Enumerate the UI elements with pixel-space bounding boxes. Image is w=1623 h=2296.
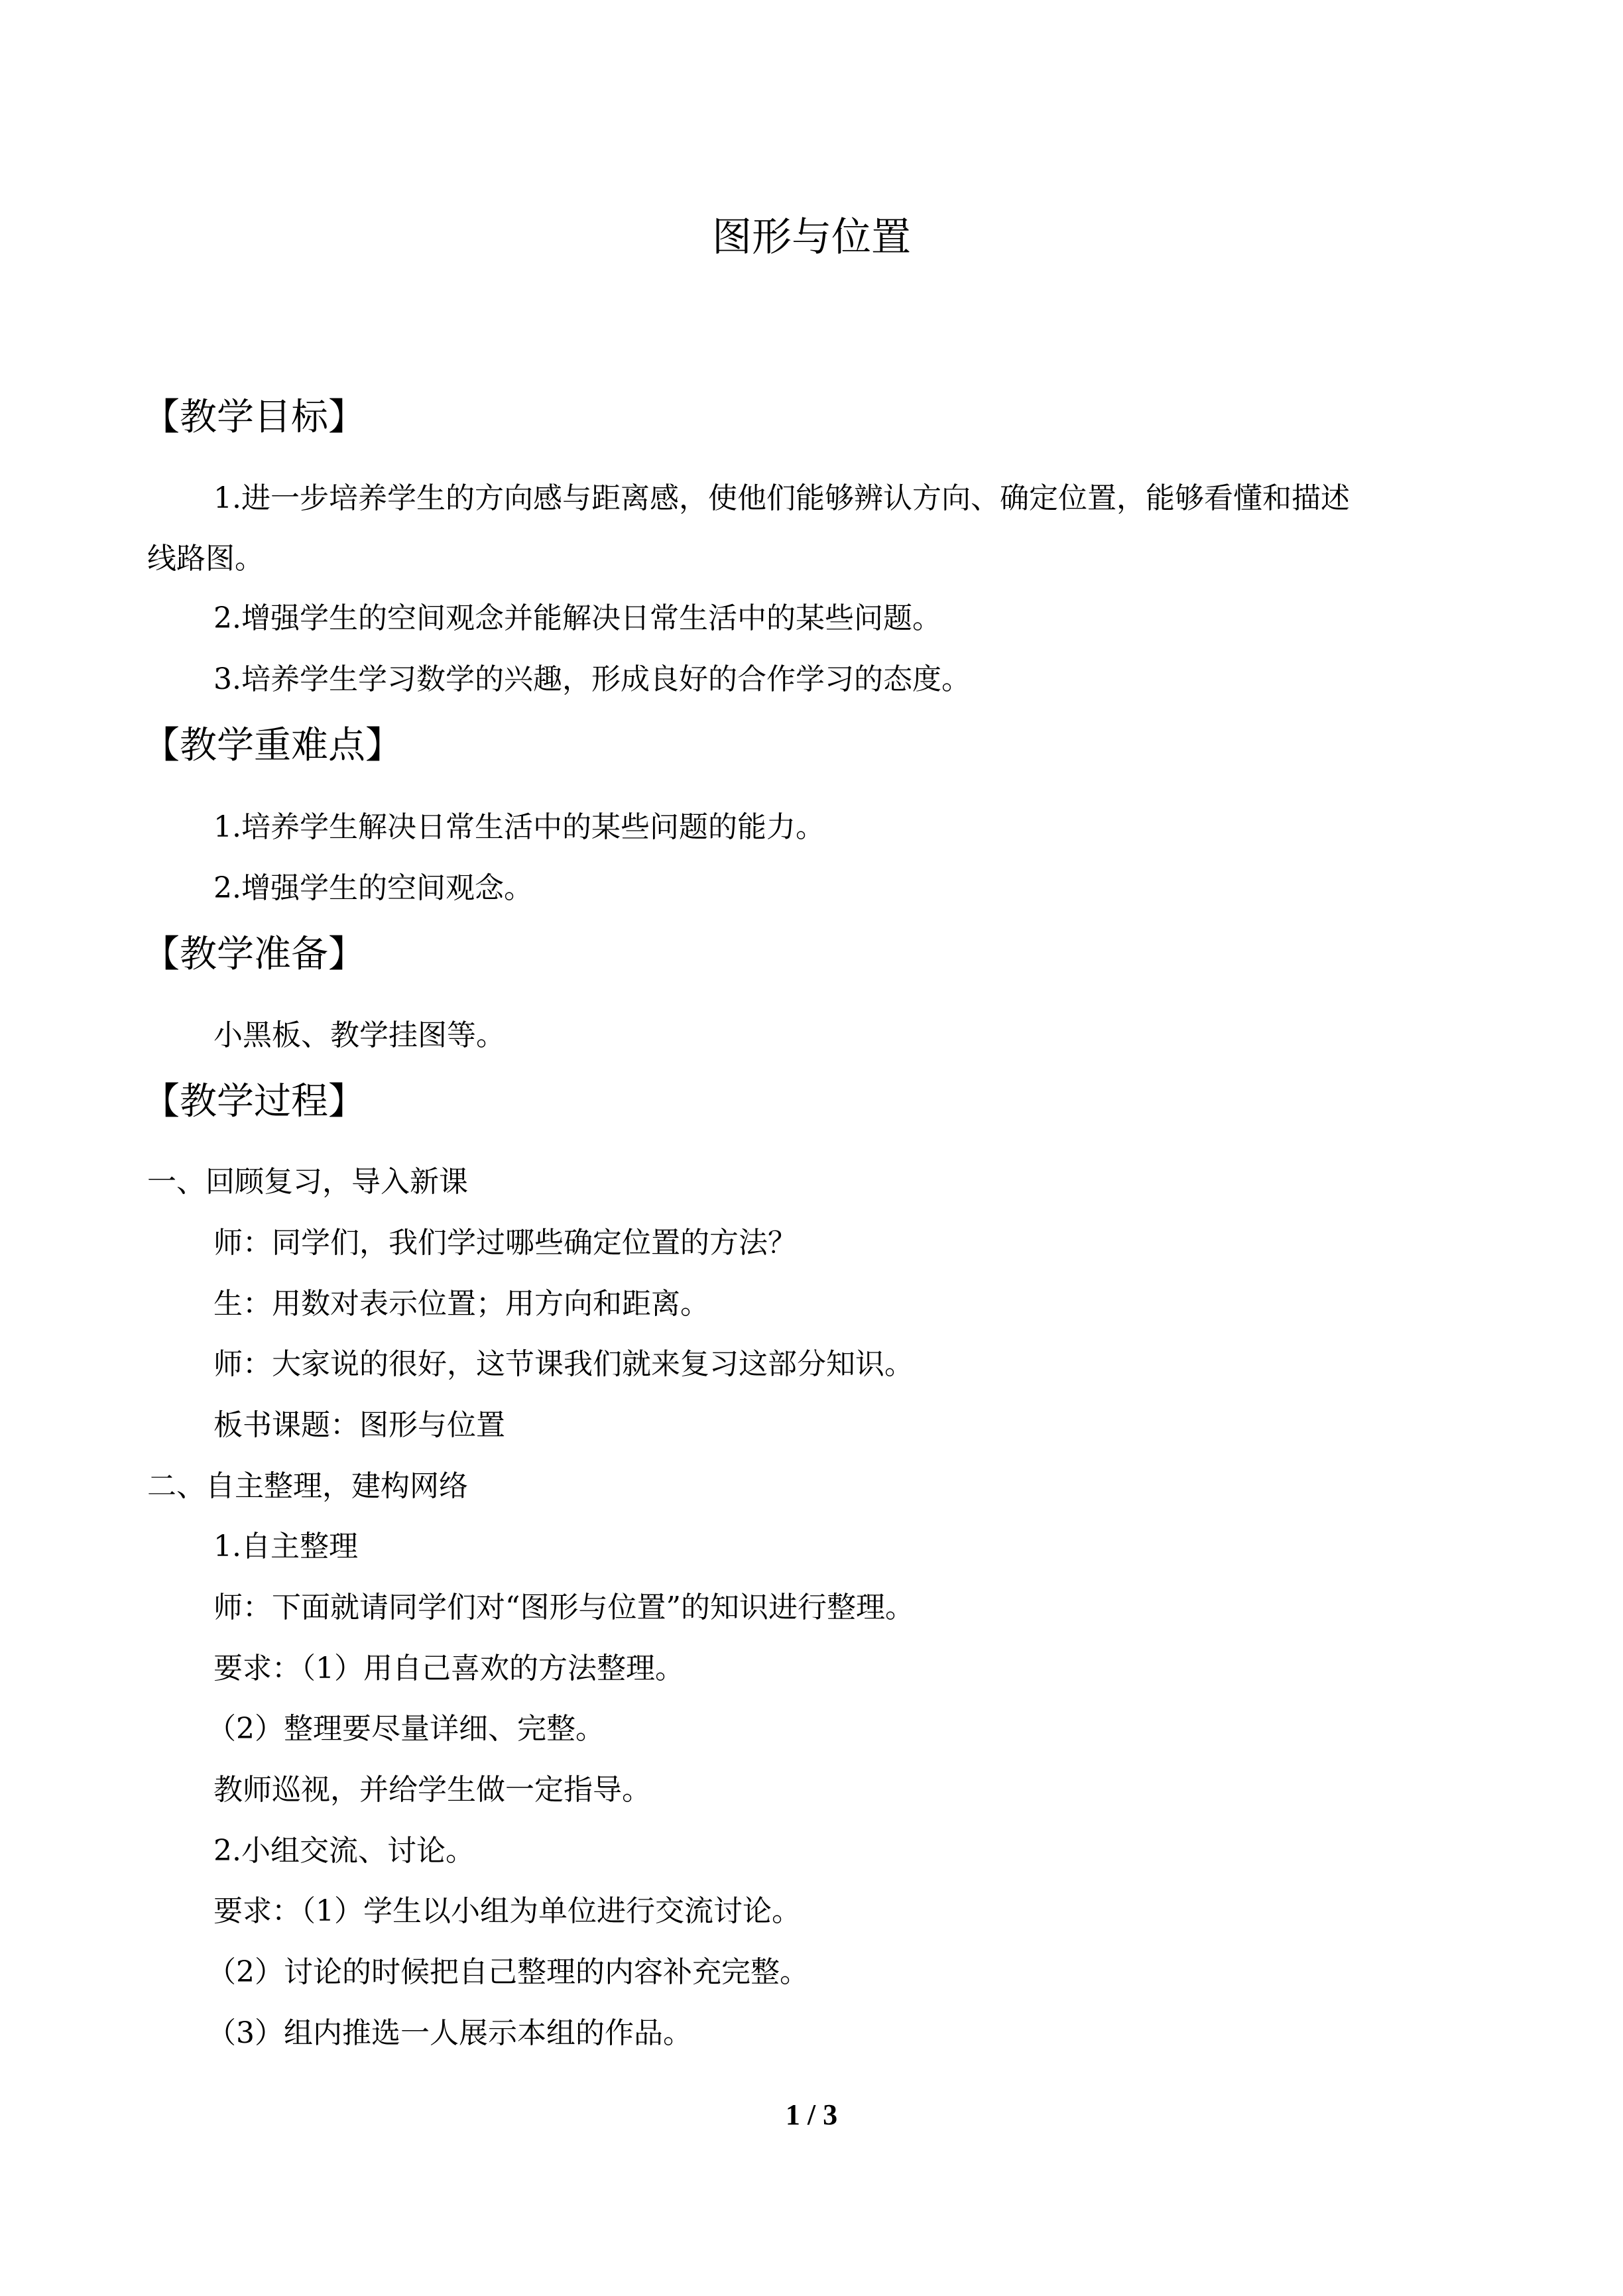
document-title: 图形与位置 bbox=[712, 214, 911, 261]
key-point-item-1: 1.培养学生解决日常生活中的某些问题的能力。 bbox=[213, 810, 825, 844]
section-heading-preparation: 【教学准备】 bbox=[143, 933, 365, 976]
section-heading-objectives: 【教学目标】 bbox=[143, 396, 365, 439]
objective-item-3: 3.培养学生学习数学的兴趣，形成良好的合作学习的态度。 bbox=[213, 662, 971, 696]
objective-item-1: 1.进一步培养学生的方向感与距离感，使他们能够辨认方向、确定位置，能够看懂和描述 bbox=[213, 481, 1350, 515]
process-part1-line-4: 板书课题：图形与位置 bbox=[213, 1408, 505, 1442]
page-number: 1 / 3 bbox=[785, 2098, 838, 2131]
key-point-item-2: 2.增强学生的空间观念。 bbox=[213, 871, 533, 905]
process-part1-line-3: 师：大家说的很好，这节课我们就来复习这部分知识。 bbox=[213, 1347, 914, 1381]
section-heading-key-points: 【教学重难点】 bbox=[143, 724, 402, 767]
process-part1-title: 一、回顾复习，导入新课 bbox=[147, 1165, 468, 1199]
process-part2-line-5: 教师巡视，并给学生做一定指导。 bbox=[213, 1773, 651, 1807]
process-part1-line-1: 师：同学们，我们学过哪些确定位置的方法？ bbox=[213, 1226, 797, 1260]
process-part2-title: 二、自主整理，建构网络 bbox=[147, 1469, 468, 1503]
process-part2-line-3: 要求：（1）用自己喜欢的方法整理。 bbox=[213, 1652, 684, 1685]
process-part2-line-8: （2）讨论的时候把自己整理的内容补充完整。 bbox=[207, 1955, 809, 1989]
objective-item-2: 2.增强学生的空间观念并能解决日常生活中的某些问题。 bbox=[213, 601, 941, 635]
process-part2-line-9: （3）组内推选一人展示本组的作品。 bbox=[207, 2016, 692, 2050]
process-part2-line-6: 2.小组交流、讨论。 bbox=[213, 1834, 475, 1868]
section-heading-process: 【教学过程】 bbox=[143, 1080, 365, 1123]
preparation-item-1: 小黑板、教学挂图等。 bbox=[213, 1018, 505, 1052]
process-part2-line-2: 师：下面就请同学们对“图形与位置”的知识进行整理。 bbox=[213, 1591, 914, 1624]
process-part2-line-4: （2）整理要尽量详细、完整。 bbox=[207, 1712, 605, 1746]
process-part2-line-1: 1.自主整理 bbox=[213, 1530, 358, 1563]
process-part1-line-2: 生：用数对表示位置；用方向和距离。 bbox=[213, 1287, 709, 1321]
process-part2-line-7: 要求：（1）学生以小组为单位进行交流讨论。 bbox=[213, 1894, 801, 1928]
objective-item-1-continued: 线路图。 bbox=[147, 542, 264, 575]
